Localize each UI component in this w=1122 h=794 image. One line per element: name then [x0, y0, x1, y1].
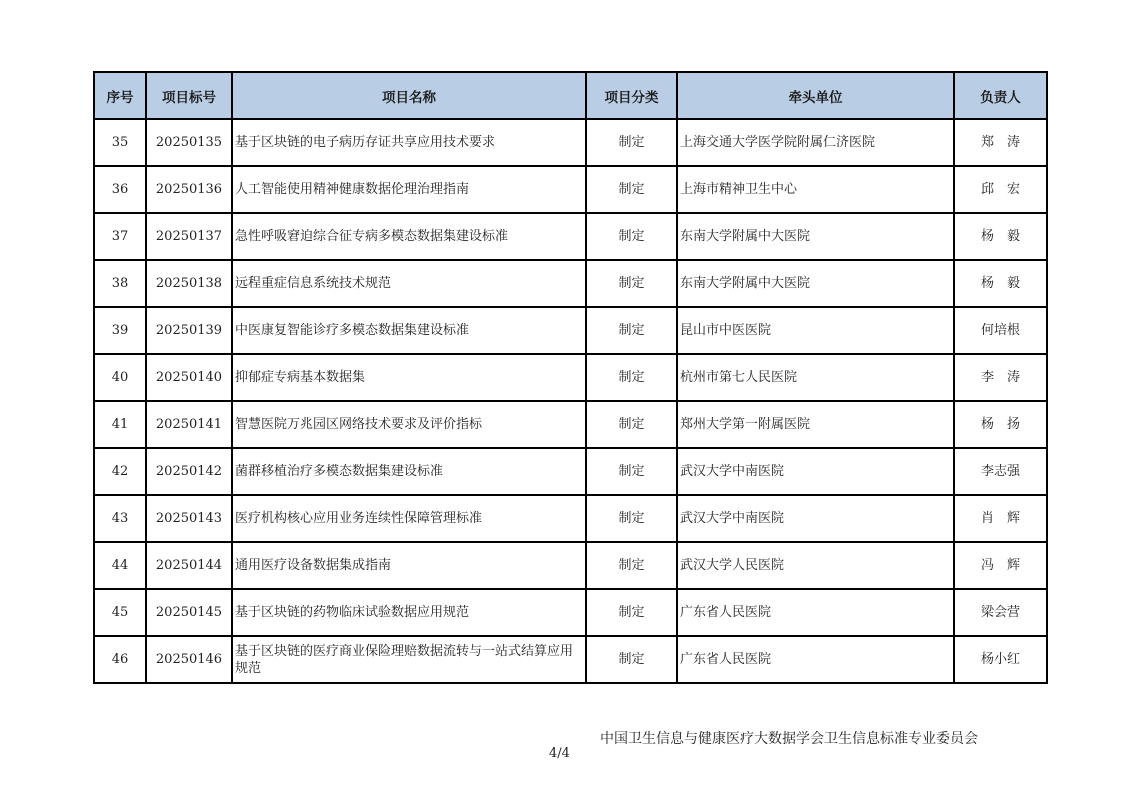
header-unit: 牵头单位	[677, 72, 954, 119]
cell-no: 36	[94, 166, 146, 213]
cell-project-name: 基于区块链的药物临床试验数据应用规范	[232, 589, 586, 636]
cell-lead-unit: 上海交通大学医学院附属仁济医院	[677, 119, 954, 166]
cell-category: 制定	[586, 448, 677, 495]
cell-project-name: 中医康复智能诊疗多模态数据集建设标准	[232, 307, 586, 354]
cell-lead-unit: 东南大学附属中大医院	[677, 213, 954, 260]
cell-owner: 邱 宏	[954, 166, 1047, 213]
cell-lead-unit: 武汉大学人民医院	[677, 542, 954, 589]
cell-code: 20250146	[146, 636, 232, 683]
cell-category: 制定	[586, 401, 677, 448]
cell-lead-unit: 武汉大学中南医院	[677, 495, 954, 542]
table-row	[94, 401, 1047, 448]
cell-no: 41	[94, 401, 146, 448]
cell-owner: 杨 毅	[954, 213, 1047, 260]
cell-owner: 冯 辉	[954, 542, 1047, 589]
cell-code: 20250137	[146, 213, 232, 260]
cell-category: 制定	[586, 260, 677, 307]
table-row	[94, 354, 1047, 401]
header-code: 项目标号	[146, 72, 232, 119]
cell-project-name: 菌群移植治疗多模态数据集建设标准	[232, 448, 586, 495]
table-row	[94, 589, 1047, 636]
table-row	[94, 307, 1047, 354]
page-number: 4/4	[549, 746, 570, 761]
table-row	[94, 448, 1047, 495]
cell-no: 37	[94, 213, 146, 260]
cell-owner: 杨 毅	[954, 260, 1047, 307]
cell-no: 40	[94, 354, 146, 401]
cell-project-name: 通用医疗设备数据集成指南	[232, 542, 586, 589]
header-name: 项目名称	[232, 72, 586, 119]
cell-category: 制定	[586, 213, 677, 260]
cell-owner: 李志强	[954, 448, 1047, 495]
table-header-row	[94, 72, 1047, 119]
cell-lead-unit: 上海市精神卫生中心	[677, 166, 954, 213]
cell-category: 制定	[586, 119, 677, 166]
cell-lead-unit: 郑州大学第一附属医院	[677, 401, 954, 448]
cell-no: 39	[94, 307, 146, 354]
table-row	[94, 166, 1047, 213]
cell-no: 38	[94, 260, 146, 307]
header-category: 项目分类	[586, 72, 677, 119]
cell-code: 20250138	[146, 260, 232, 307]
cell-code: 20250139	[146, 307, 232, 354]
cell-no: 43	[94, 495, 146, 542]
cell-lead-unit: 武汉大学中南医院	[677, 448, 954, 495]
cell-no: 44	[94, 542, 146, 589]
table-row	[94, 495, 1047, 542]
cell-no: 42	[94, 448, 146, 495]
cell-owner: 李 涛	[954, 354, 1047, 401]
table-row	[94, 213, 1047, 260]
table-row	[94, 119, 1047, 166]
cell-lead-unit: 杭州市第七人民医院	[677, 354, 954, 401]
cell-project-name: 基于区块链的医疗商业保险理赔数据流转与一站式结算应用规范	[232, 636, 586, 683]
cell-owner: 郑 涛	[954, 119, 1047, 166]
cell-no: 45	[94, 589, 146, 636]
cell-project-name: 急性呼吸窘迫综合征专病多模态数据集建设标准	[232, 213, 586, 260]
cell-code: 20250145	[146, 589, 232, 636]
table-row	[94, 260, 1047, 307]
cell-code: 20250142	[146, 448, 232, 495]
cell-lead-unit: 东南大学附属中大医院	[677, 260, 954, 307]
table-row	[94, 542, 1047, 589]
cell-category: 制定	[586, 495, 677, 542]
header-no: 序号	[94, 72, 146, 119]
cell-project-name: 远程重症信息系统技术规范	[232, 260, 586, 307]
cell-owner: 肖 辉	[954, 495, 1047, 542]
cell-code: 20250141	[146, 401, 232, 448]
cell-category: 制定	[586, 542, 677, 589]
cell-project-name: 医疗机构核心应用业务连续性保障管理标准	[232, 495, 586, 542]
cell-category: 制定	[586, 354, 677, 401]
cell-owner: 杨小红	[954, 636, 1047, 683]
cell-lead-unit: 广东省人民医院	[677, 589, 954, 636]
cell-code: 20250143	[146, 495, 232, 542]
cell-category: 制定	[586, 307, 677, 354]
cell-owner: 梁会营	[954, 589, 1047, 636]
cell-project-name: 抑郁症专病基本数据集	[232, 354, 586, 401]
cell-code: 20250140	[146, 354, 232, 401]
cell-project-name: 智慧医院万兆园区网络技术要求及评价指标	[232, 401, 586, 448]
project-table	[93, 71, 1048, 684]
cell-project-name: 人工智能使用精神健康数据伦理治理指南	[232, 166, 586, 213]
cell-no: 46	[94, 636, 146, 683]
cell-project-name: 基于区块链的电子病历存证共享应用技术要求	[232, 119, 586, 166]
cell-code: 20250135	[146, 119, 232, 166]
project-table-container	[93, 71, 1046, 684]
footer-organization: 中国卫生信息与健康医疗大数据学会卫生信息标准专业委员会	[600, 731, 978, 747]
table-row	[94, 636, 1047, 683]
cell-category: 制定	[586, 589, 677, 636]
cell-category: 制定	[586, 166, 677, 213]
cell-no: 35	[94, 119, 146, 166]
table-body	[94, 119, 1047, 683]
cell-owner: 杨 扬	[954, 401, 1047, 448]
cell-code: 20250136	[146, 166, 232, 213]
cell-category: 制定	[586, 636, 677, 683]
cell-lead-unit: 广东省人民医院	[677, 636, 954, 683]
cell-code: 20250144	[146, 542, 232, 589]
header-owner: 负责人	[954, 72, 1047, 119]
cell-lead-unit: 昆山市中医医院	[677, 307, 954, 354]
cell-owner: 何培根	[954, 307, 1047, 354]
